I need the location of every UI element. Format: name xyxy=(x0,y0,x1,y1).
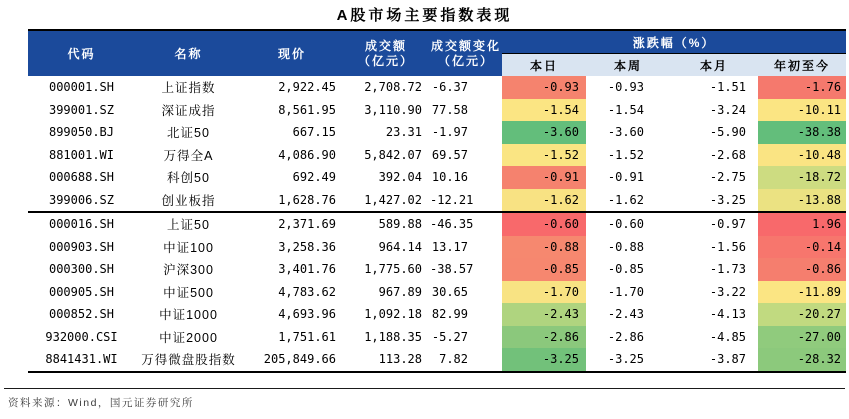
cell-change-today: -2.86 xyxy=(502,326,586,349)
table-row xyxy=(28,281,846,304)
cell-change-week: -0.60 xyxy=(586,212,670,236)
col-header-name: 名称 xyxy=(135,30,242,76)
table-row xyxy=(28,189,846,213)
cell-turnover: 1,092.18 xyxy=(364,307,422,322)
cell-change-week: -2.43 xyxy=(607,307,644,322)
cell-change-week: -1.54 xyxy=(607,102,644,117)
cell-change-week: -0.88 xyxy=(607,239,644,254)
cell-price: 8,561.95 xyxy=(278,102,336,117)
col-header-code: 代码 xyxy=(28,30,135,76)
cell-price: 205,849.66 xyxy=(263,352,336,367)
cell-code: 000688.SH xyxy=(48,170,115,185)
cell-turnover-change: 30.65 xyxy=(431,284,468,299)
cell-change-month: -3.87 xyxy=(709,352,746,367)
cell-change-week: -3.60 xyxy=(607,125,644,140)
cell-price: 3,258.36 xyxy=(278,239,336,254)
cell-name: 中证500 xyxy=(163,285,214,300)
cell-turnover-change: 82.99 xyxy=(431,307,468,322)
col-header-turnover-chg-line1: 成交额变化 xyxy=(430,38,501,53)
col-header-turnover-chg xyxy=(430,30,502,76)
cell-change-week: -1.62 xyxy=(607,192,644,207)
cell-change-month: -1.51 xyxy=(709,80,746,95)
cell-price: 667.15 xyxy=(292,125,336,140)
cell-change-month: -3.24 xyxy=(709,102,746,117)
cell-price: 692.49 xyxy=(292,170,336,185)
cell-code: 881001.WI xyxy=(48,147,115,162)
cell-code: 000016.SH xyxy=(28,212,135,236)
table-row xyxy=(28,303,846,326)
cell-turnover: 5,842.07 xyxy=(364,147,422,162)
index-performance-table xyxy=(28,29,846,373)
cell-turnover: 2,708.72 xyxy=(364,80,422,95)
cell-change-month: -3.25 xyxy=(709,192,746,207)
col-header-ytd: 年初至今 xyxy=(758,54,846,77)
cell-name: 中证1000 xyxy=(159,308,218,323)
cell-name: 万得全A xyxy=(163,148,214,163)
cell-name: 上证50 xyxy=(135,212,242,236)
cell-price: 2,371.69 xyxy=(242,212,342,236)
cell-turnover: 964.14 xyxy=(378,239,422,254)
cell-turnover: 967.89 xyxy=(378,284,422,299)
footer-divider xyxy=(4,388,845,389)
cell-change-ytd: -10.11 xyxy=(758,99,846,122)
cell-turnover-change: 69.57 xyxy=(431,147,468,162)
cell-change-month: -0.97 xyxy=(670,212,758,236)
cell-change-today: -0.60 xyxy=(502,212,586,236)
cell-turnover-change: 7.82 xyxy=(439,352,468,367)
cell-change-month: -2.68 xyxy=(709,147,746,162)
cell-change-week: -1.70 xyxy=(607,284,644,299)
col-header-month: 本月 xyxy=(670,54,758,77)
cell-change-ytd: -27.00 xyxy=(758,326,846,349)
cell-change-today: -0.91 xyxy=(502,166,586,189)
table-row xyxy=(28,258,846,281)
cell-name: 万得微盘股指数 xyxy=(141,353,236,368)
table-row xyxy=(28,212,846,236)
cell-name: 上证指数 xyxy=(161,81,216,96)
cell-name: 北证50 xyxy=(167,126,210,141)
table-row xyxy=(28,326,846,349)
cell-change-week: -0.91 xyxy=(607,170,644,185)
cell-code: 932000.CSI xyxy=(45,329,118,344)
table-row xyxy=(28,121,846,144)
cell-turnover-change: 13.17 xyxy=(431,239,468,254)
cell-change-ytd: 1.96 xyxy=(758,212,846,236)
cell-name: 中证100 xyxy=(163,240,214,255)
table-header xyxy=(28,30,846,76)
cell-code: 8841431.WI xyxy=(45,352,118,367)
cell-code: 000001.SH xyxy=(48,80,115,95)
cell-turnover-change: -46.35 xyxy=(430,212,502,236)
source-note: 资料来源：Wind，国元证券研究所 xyxy=(8,397,194,409)
cell-turnover-change: -1.97 xyxy=(431,125,468,140)
cell-price: 4,693.96 xyxy=(278,307,336,322)
cell-turnover-change: 77.58 xyxy=(431,102,468,117)
cell-change-month: -1.73 xyxy=(709,262,746,277)
cell-code: 000300.SH xyxy=(48,262,115,277)
cell-turnover: 1,188.35 xyxy=(364,329,422,344)
cell-change-month: -5.90 xyxy=(709,125,746,140)
cell-price: 1,628.76 xyxy=(278,192,336,207)
cell-turnover: 113.28 xyxy=(378,352,422,367)
cell-change-week: -0.93 xyxy=(607,80,644,95)
cell-change-month: -4.13 xyxy=(709,307,746,322)
cell-turnover: 1,427.02 xyxy=(364,192,422,207)
cell-change-week: -3.25 xyxy=(607,352,644,367)
cell-change-month: -3.22 xyxy=(709,284,746,299)
cell-change-ytd: -0.14 xyxy=(758,236,846,259)
cell-change-today: -1.54 xyxy=(502,99,586,122)
cell-turnover: 3,110.90 xyxy=(364,102,422,117)
cell-change-today: -1.62 xyxy=(502,189,586,213)
table-row xyxy=(28,236,846,259)
cell-change-today: -2.43 xyxy=(502,303,586,326)
cell-price: 1,751.61 xyxy=(278,329,336,344)
cell-change-month: -4.85 xyxy=(709,329,746,344)
table-row xyxy=(28,144,846,167)
col-header-turnover-line1: 成交额 xyxy=(364,38,407,53)
cell-name: 沪深300 xyxy=(163,263,214,278)
cell-change-month: -2.75 xyxy=(709,170,746,185)
cell-change-ytd: -20.27 xyxy=(758,303,846,326)
col-header-today: 本日 xyxy=(502,54,586,77)
cell-change-today: -1.70 xyxy=(502,281,586,304)
cell-price: 2,922.45 xyxy=(278,80,336,95)
cell-change-week: -0.85 xyxy=(607,262,644,277)
cell-change-ytd: -28.32 xyxy=(758,348,846,372)
cell-name: 深证成指 xyxy=(161,103,216,118)
cell-change-today: -1.52 xyxy=(502,144,586,167)
cell-price: 3,401.76 xyxy=(278,262,336,277)
cell-code: 899050.BJ xyxy=(48,125,115,140)
cell-turnover-change: -5.27 xyxy=(431,329,468,344)
table-title: A股市场主要指数表现 xyxy=(336,7,513,24)
cell-code: 399001.SZ xyxy=(48,102,115,117)
table-row xyxy=(28,99,846,122)
cell-turnover: 392.04 xyxy=(378,170,422,185)
cell-change-today: -0.93 xyxy=(502,76,586,99)
cell-price: 4,783.62 xyxy=(278,284,336,299)
cell-turnover-change: 10.16 xyxy=(431,170,468,185)
cell-change-week: -1.52 xyxy=(607,147,644,162)
cell-code: 000903.SH xyxy=(48,239,115,254)
cell-name: 中证2000 xyxy=(159,330,218,345)
table-body xyxy=(28,76,846,372)
cell-change-today: -0.88 xyxy=(502,236,586,259)
cell-change-ytd: -38.38 xyxy=(758,121,846,144)
col-header-turnover-line2: （亿元） xyxy=(357,53,414,68)
col-header-week: 本周 xyxy=(586,54,670,77)
table-row xyxy=(28,348,846,372)
cell-change-ytd: -11.89 xyxy=(758,281,846,304)
cell-change-today: -3.60 xyxy=(502,121,586,144)
cell-name: 科创50 xyxy=(167,171,210,186)
cell-code: 000905.SH xyxy=(48,284,115,299)
cell-change-today: -0.85 xyxy=(502,258,586,281)
cell-turnover-change: -6.37 xyxy=(431,80,468,95)
table-row xyxy=(28,166,846,189)
cell-turnover-change: -12.21 xyxy=(430,192,474,207)
col-header-price: 现价 xyxy=(242,30,342,76)
cell-change-month: -1.56 xyxy=(709,239,746,254)
table-row xyxy=(28,76,846,99)
col-header-turnover-chg-line2: （亿元） xyxy=(437,53,494,68)
cell-turnover: 589.88 xyxy=(342,212,430,236)
cell-code: 000852.SH xyxy=(48,307,115,322)
cell-change-ytd: -1.76 xyxy=(758,76,846,99)
cell-code: 399006.SZ xyxy=(48,192,115,207)
cell-turnover: 23.31 xyxy=(385,125,422,140)
cell-change-ytd: -13.88 xyxy=(758,189,846,213)
col-header-change-group: 涨跌幅（%） xyxy=(502,30,846,54)
cell-name: 创业板指 xyxy=(161,193,216,208)
cell-turnover-change: -38.57 xyxy=(430,262,474,277)
cell-change-ytd: -18.72 xyxy=(758,166,846,189)
cell-price: 4,086.90 xyxy=(278,147,336,162)
cell-change-today: -3.25 xyxy=(502,348,586,372)
cell-change-ytd: -10.48 xyxy=(758,144,846,167)
cell-change-week: -2.86 xyxy=(607,329,644,344)
col-header-turnover xyxy=(342,30,430,76)
cell-change-ytd: -0.86 xyxy=(758,258,846,281)
cell-turnover: 1,775.60 xyxy=(364,262,422,277)
